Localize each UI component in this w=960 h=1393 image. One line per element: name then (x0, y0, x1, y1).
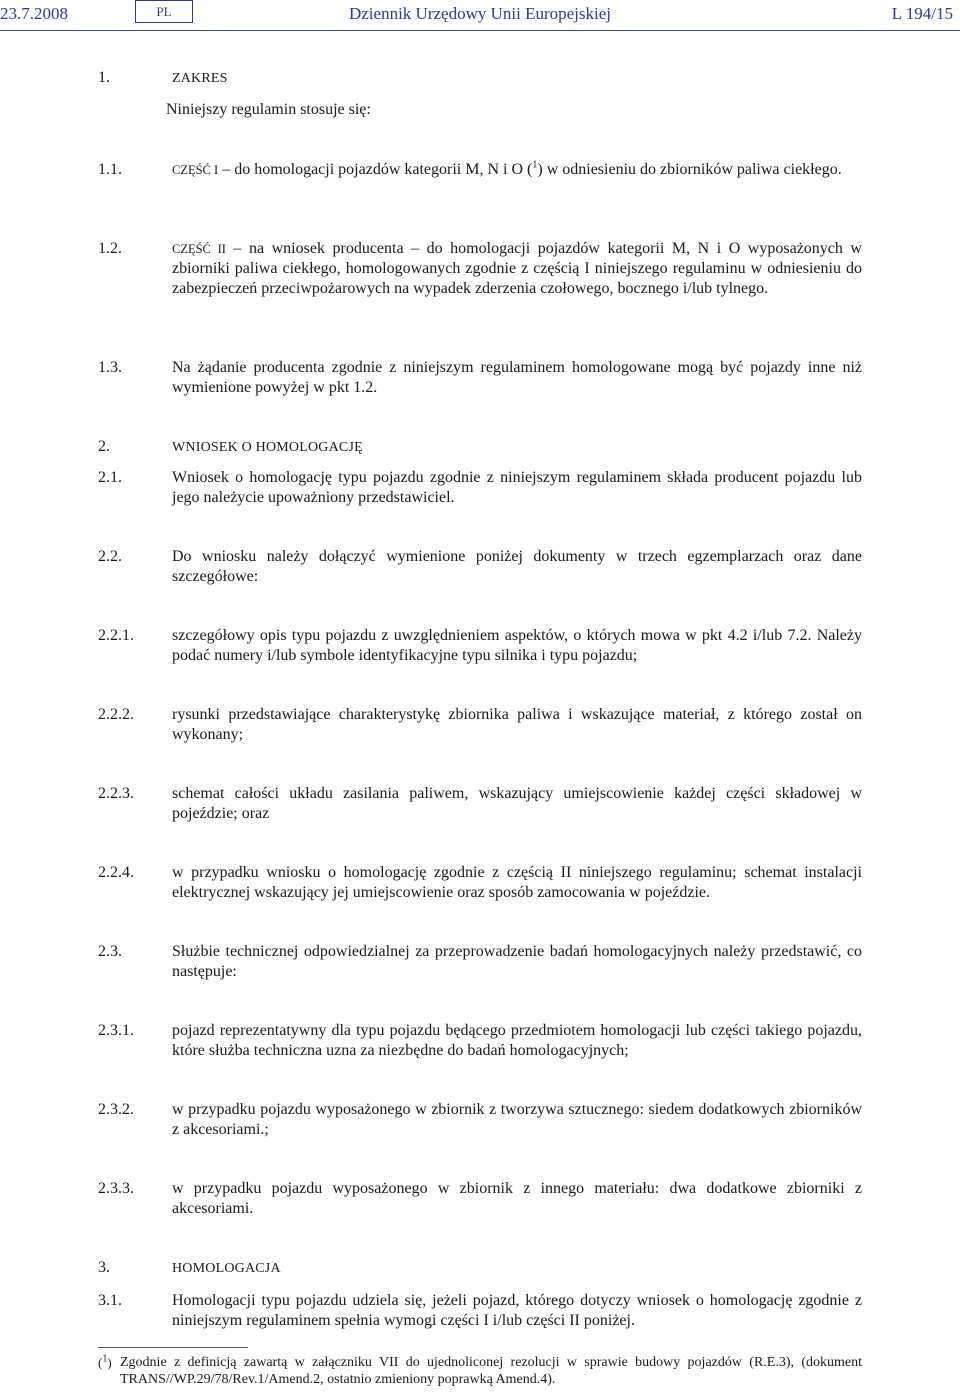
paragraph-2-2: Do wniosku należy dołączyć wymienione poniżej dokumenty w trzech egzemplarzach oraz dane szczegółowe: (172, 548, 862, 585)
journal-title: Dziennik Urzędowy Unii Europejskiej (348, 4, 611, 23)
part-label: CZĘŚĆ I (172, 163, 219, 177)
paragraph-number: 2.2.2. (98, 706, 134, 723)
paragraph-number: 1.1. (98, 161, 122, 178)
paragraph-number: 2.3. (98, 943, 122, 960)
paragraph-number: 2.2.1. (98, 627, 134, 644)
paragraph-1-3: Na żądanie producenta zgodnie z niniejszym regulaminem homologowane mogą być pojazdy inne niż wymienione powyżej w pkt 1.2. (172, 359, 862, 396)
paragraph-number: 2.3.2. (98, 1101, 134, 1118)
footnote-divider (98, 1347, 248, 1348)
footnote-number: 1 (102, 1353, 108, 1365)
paragraph-number: 3.1. (98, 1292, 122, 1309)
paragraph-2-2-1: szczegółowy opis typu pojazdu z uwzględnieniem aspektów, o których mowa w pkt 4.2 i/lub 7.2. Należy podać numery i/lub symbole identyfikacyjne typu silnika i typu pojazdu; (172, 627, 862, 664)
paragraph-2-2-4: w przypadku wniosku o homologację zgodnie z częścią II niniejszego regulaminu; schemat instalacji elektrycznej wskazujący jej umiejscowienie oraz sposób zamocowania w pojeździe. (172, 864, 862, 901)
section-heading: WNIOSEK O HOMOLOGACJĘ (172, 440, 363, 455)
paragraph-1-1 (172, 160, 862, 180)
page-header (0, 0, 960, 31)
paragraph-number: 2.3.1. (98, 1022, 134, 1039)
paragraph-2-3-2: w przypadku pojazdu wyposażonego w zbiornik z tworzywa sztucznego: siedem dodatkowych zbiorników z akcesoriami.; (172, 1101, 862, 1138)
section-heading: ZAKRES (172, 71, 228, 86)
paragraph-2-1: Wniosek o homologację typu pojazdu zgodnie z niniejszym regulaminem składa producent pojazdu lub jego należycie upoważniony przedstawiciel. (172, 469, 862, 506)
footnote-text: Zgodnie z definicją zawartą w załączniku VII do ujednoliconej rezolucji w sprawie budowy pojazdów (R.E.3), (dokument TRANS//WP.29/78/Rev.1/Amend.2, ostatnio zmieniony poprawką Amend.4). (120, 1355, 862, 1387)
paragraph-number: 1.3. (98, 359, 122, 376)
footnote-ref: 1 (532, 159, 538, 171)
paragraph-2-3-3: w przypadku pojazdu wyposażonego w zbiornik z innego materiału: dwa dodatkowe zbiorniki z akcesoriami. (172, 1180, 862, 1217)
footnote-marker: ($^1$) (98, 1353, 112, 1370)
paragraph-number: 2.3.3. (98, 1180, 134, 1197)
paragraph-number: 1.2. (98, 240, 122, 257)
header-date: 23.7.2008 (0, 4, 68, 23)
paragraph-text: ) w odniesieniu do zbiorników paliwa ciekłego. (537, 161, 842, 178)
paragraph-number: 2.2. (98, 548, 122, 565)
paragraph-number: 2.2.4. (98, 864, 134, 881)
paragraph-text: – na wniosek producenta – do homologacji pojazdów kategorii M, N i O wyposażonych w zbiorniki paliwa ciekłego, homologowanych zgodnie z częścią I niniejszego regulaminu w odniesieniu do zabezpieczeń przeciwpożarowych na wypadek zderzenia czołowego, bocznego i/lub tylnego. (172, 240, 862, 297)
page-reference: L 194/15 (891, 4, 953, 23)
language-badge: PL (135, 0, 193, 23)
part-label: CZĘŚĆ II (172, 242, 226, 256)
paragraph-3-1: Homologacji typu pojazdu udziela się, jeżeli pojazd, którego dotyczy wniosek o homologację zgodnie z niniejszym regulaminem spełnia wymogi części I i/lub części II poniżej. (172, 1292, 862, 1329)
paragraph-2-3-1: pojazd reprezentatywny dla typu pojazdu będącego przedmiotem homologacji lub części takiego pojazdu, które służba techniczna uzna za niezbędne do badań homologacyjnych; (172, 1022, 862, 1059)
paragraph-number: 2.1. (98, 469, 122, 486)
paragraph-1-2 (172, 239, 862, 299)
section-number: 1. (98, 69, 110, 86)
paragraph-2-3: Służbie technicznej odpowiedzialnej za przeprowadzenie badań homologacyjnych należy przedstawić, co następuje: (172, 943, 862, 980)
section-intro: Niniejszy regulamin stosuje się: (166, 101, 371, 118)
paragraph-text: – do homologacji pojazdów kategorii M, N i O ( (218, 161, 533, 178)
paragraph-2-2-3: schemat całości układu zasilania paliwem, wskazujący umiejscowienie każdej części składowej w pojeździe; oraz (172, 785, 862, 822)
section-number: 2. (98, 438, 110, 455)
paragraph-2-2-2: rysunki przedstawiające charakterystykę zbiornika paliwa i wskazujące materiał, z którego został on wykonany; (172, 706, 862, 743)
section-number: 3. (98, 1259, 110, 1276)
section-heading: HOMOLOGACJA (172, 1261, 281, 1276)
paragraph-number: 2.2.3. (98, 785, 134, 802)
